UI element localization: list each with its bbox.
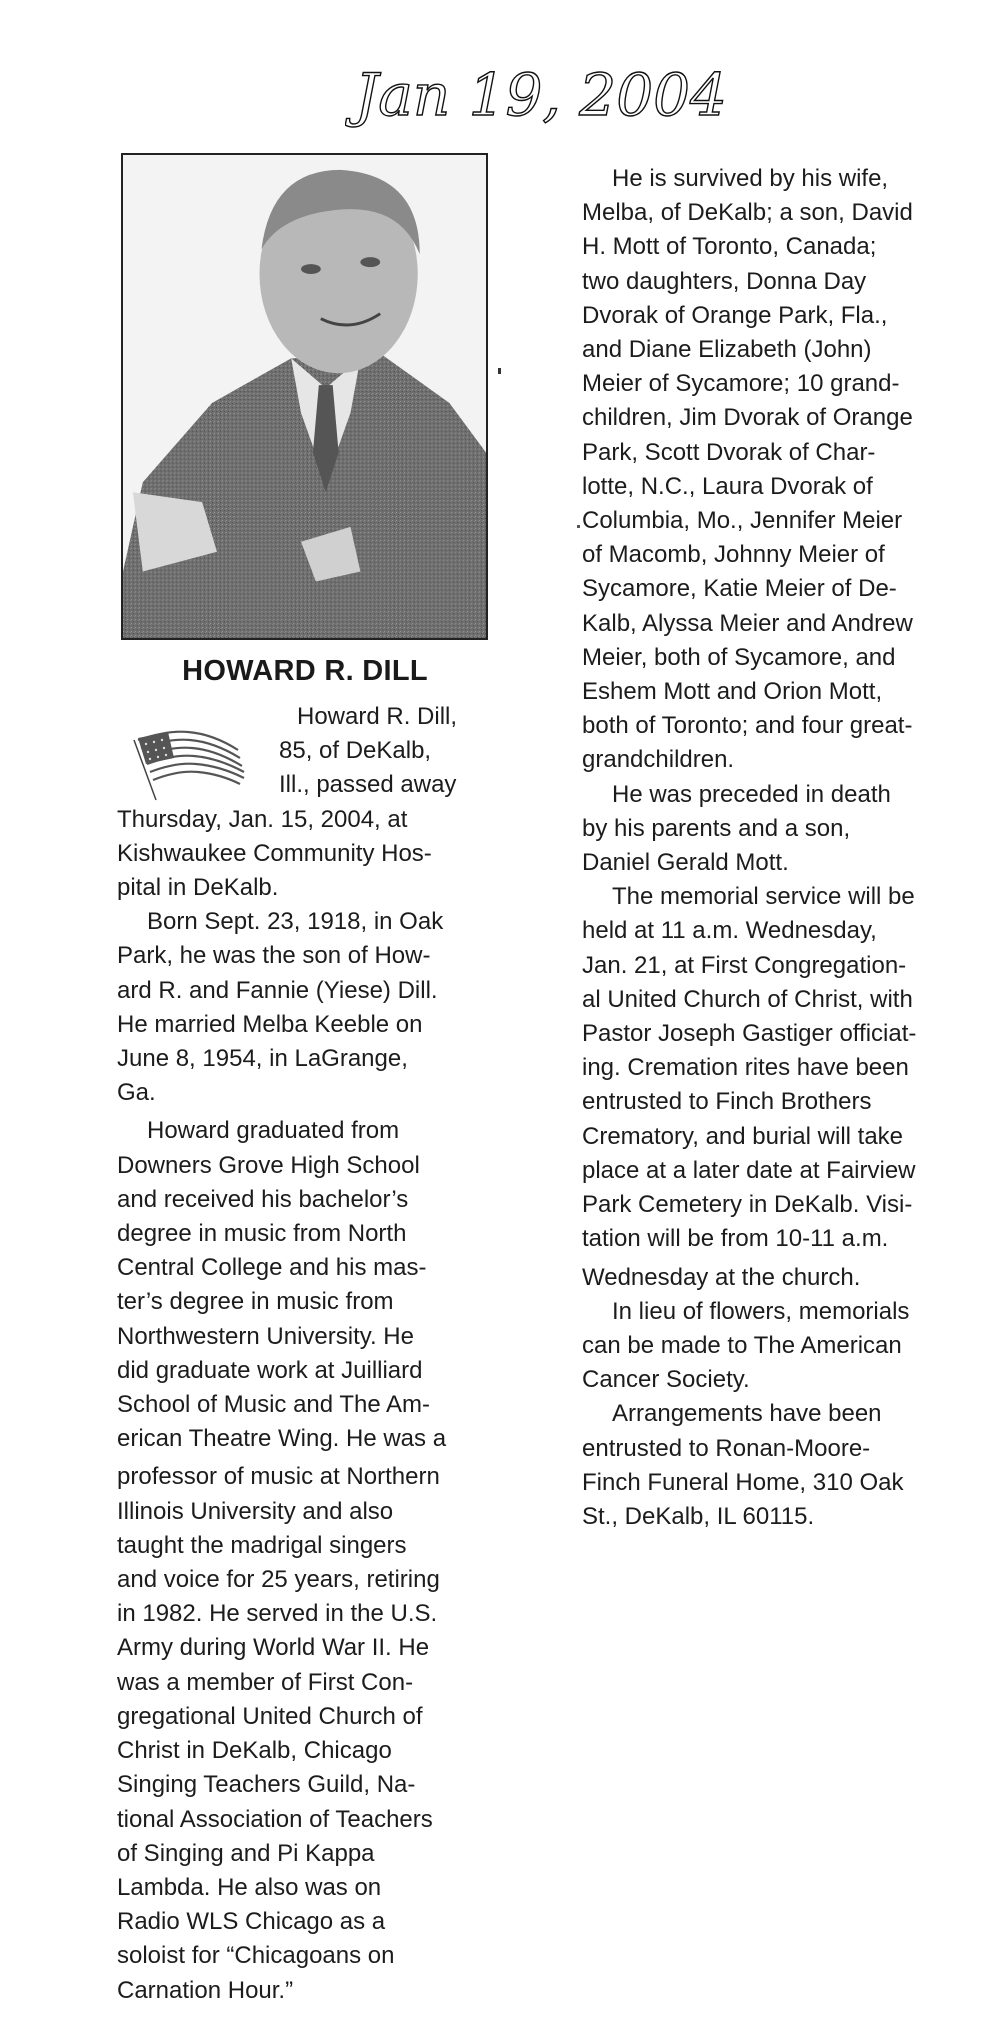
text-line: gregational United Church of <box>117 1702 423 1730</box>
text-line: Kalb, Alyssa Meier and Andrew <box>582 609 913 637</box>
text-line: Ill., passed away <box>279 771 457 799</box>
intro-paragraph <box>117 700 507 905</box>
scan-mark <box>577 525 580 528</box>
text-line: of Macomb, Johnny Meier of <box>582 541 885 569</box>
obituary-left-column <box>117 700 507 2008</box>
text-line: ing. Cremation rites have been <box>582 1054 909 1082</box>
text-line: and received his bachelor’s <box>117 1185 409 1213</box>
text-line: Thursday, Jan. 15, 2004, at <box>117 805 408 833</box>
arrangements-paragraph <box>582 1397 982 1534</box>
text-line: can be made to The American <box>582 1331 902 1359</box>
text-line: Lambda. He also was on <box>117 1873 382 1901</box>
text-line: degree in music from North <box>117 1220 407 1248</box>
text-line: 85, of DeKalb, <box>279 737 432 765</box>
text-line: Pastor Joseph Gastiger officiat- <box>582 1020 917 1048</box>
text-line: Park Cemetery in DeKalb. Visi- <box>582 1191 913 1219</box>
text-line: professor of music at Northern <box>117 1463 440 1491</box>
text-line: held at 11 a.m. Wednesday, <box>582 917 877 945</box>
text-line: Dvorak of Orange Park, Fla., <box>582 301 888 329</box>
text-line: soloist for “Chicagoans on <box>117 1942 395 1970</box>
text-line: was a member of First Con- <box>117 1668 414 1696</box>
text-line: Army during World War II. He <box>117 1634 430 1662</box>
text-line: St., DeKalb, IL 60115. <box>582 1502 815 1530</box>
text-line: Born Sept. 23, 1918, in Oak <box>147 908 444 936</box>
handwritten-date-ink <box>345 40 765 150</box>
text-line: Downers Grove High School <box>117 1151 420 1179</box>
text-line: and Diane Elizabeth (John) <box>582 336 872 364</box>
text-line: Howard R. Dill, <box>297 703 458 730</box>
text-line: both of Toronto; and four great- <box>582 712 913 740</box>
text-line: ard R. and Fannie (Yiese) Dill. <box>117 976 438 1004</box>
text-line: Sycamore, Katie Meier of De- <box>582 575 897 603</box>
memorials-paragraph <box>582 1295 982 1398</box>
text-line: Singing Teachers Guild, Na- <box>117 1771 416 1799</box>
text-line: tation will be from 10-11 a.m. <box>582 1225 889 1253</box>
text-line: Park, he was the son of How- <box>117 942 431 970</box>
text-line: Howard graduated from <box>147 1117 400 1145</box>
text-line: Columbia, Mo., Jennifer Meier <box>582 507 903 535</box>
text-line: lotte, N.C., Laura Dvorak of <box>582 472 873 500</box>
text-line: pital in DeKalb. <box>117 874 279 902</box>
text-line: Central College and his mas- <box>117 1254 427 1282</box>
text-line: Cancer Society. <box>582 1366 750 1394</box>
text-line: Melba, of DeKalb; a son, David <box>582 199 913 227</box>
text-line: H. Mott of Toronto, Canada; <box>582 233 877 261</box>
text-line: Arrangements have been <box>612 1400 882 1428</box>
obituary-right-column <box>582 162 982 1534</box>
text-line: al United Church of Christ, with <box>582 985 913 1013</box>
text-line: Illinois University and also <box>117 1497 394 1525</box>
text-line: did graduate work at Juilliard <box>117 1356 423 1384</box>
obituary-name-headline: HOWARD R. DILL <box>182 655 428 687</box>
text-line: School of Music and The Am- <box>117 1391 431 1419</box>
handwritten-date <box>345 40 765 150</box>
text-line: children, Jim Dvorak of Orange <box>582 404 913 432</box>
text-line: Daniel Gerald Mott. <box>582 849 789 877</box>
text-line: Christ in DeKalb, Chicago <box>117 1737 392 1765</box>
text-line: grandchildren. <box>582 746 735 774</box>
survivors-paragraph <box>582 162 982 778</box>
text-line: entrusted to Ronan-Moore- <box>582 1434 871 1462</box>
text-line: He was preceded in death <box>612 780 891 808</box>
text-line: two daughters, Donna Day <box>582 267 867 295</box>
scan-mark <box>498 368 501 374</box>
text-line: of Singing and Pi Kappa <box>117 1839 375 1867</box>
text-line: The memorial service will be <box>612 883 915 911</box>
text-line: Jan. 21, at First Congregation- <box>582 951 907 979</box>
text-line: Ga. <box>117 1079 156 1107</box>
text-line: In lieu of flowers, memorials <box>612 1297 910 1325</box>
text-line: He married Melba Keeble on <box>117 1010 423 1038</box>
text-line: June 8, 1954, in LaGrange, <box>117 1045 408 1073</box>
svg-text:Jan 19, 2004: Jan 19, 2004 <box>355 61 727 129</box>
text-line: taught the madrigal singers <box>117 1531 407 1559</box>
career-paragraph <box>117 1114 507 2007</box>
text-line: in 1982. He served in the U.S. <box>117 1600 438 1628</box>
birth-paragraph <box>117 905 507 1110</box>
text-line: place at a later date at Fairview <box>582 1156 916 1184</box>
text-line: erican Theatre Wing. He was a <box>117 1425 447 1453</box>
text-line: and voice for 25 years, retiring <box>117 1566 440 1594</box>
text-line: tional Association of Teachers <box>117 1805 433 1833</box>
text-line: entrusted to Finch Brothers <box>582 1088 872 1116</box>
text-line: Kishwaukee Community Hos- <box>117 839 432 867</box>
text-line: Crematory, and burial will take <box>582 1122 904 1150</box>
text-line: Northwestern University. He <box>117 1322 414 1350</box>
text-line: Park, Scott Dvorak of Char- <box>582 438 876 466</box>
text-line: by his parents and a son, <box>582 814 851 842</box>
text-line: Eshem Mott and Orion Mott, <box>582 678 883 706</box>
text-line: Radio WLS Chicago as a <box>117 1908 386 1936</box>
text-line: Meier, both of Sycamore, and <box>582 643 896 671</box>
text-line: Finch Funeral Home, 310 Oak <box>582 1468 904 1496</box>
text-line: Carnation Hour.” <box>117 1976 294 2004</box>
text-line: ter’s degree in music from <box>117 1288 394 1316</box>
portrait-photo <box>121 153 488 640</box>
portrait-image <box>123 155 486 638</box>
text-line: Wednesday at the church. <box>582 1263 861 1291</box>
service-paragraph <box>582 880 982 1294</box>
text-line: He is survived by his wife, <box>612 165 889 192</box>
preceded-paragraph <box>582 778 982 881</box>
text-line: Meier of Sycamore; 10 grand- <box>582 370 900 398</box>
